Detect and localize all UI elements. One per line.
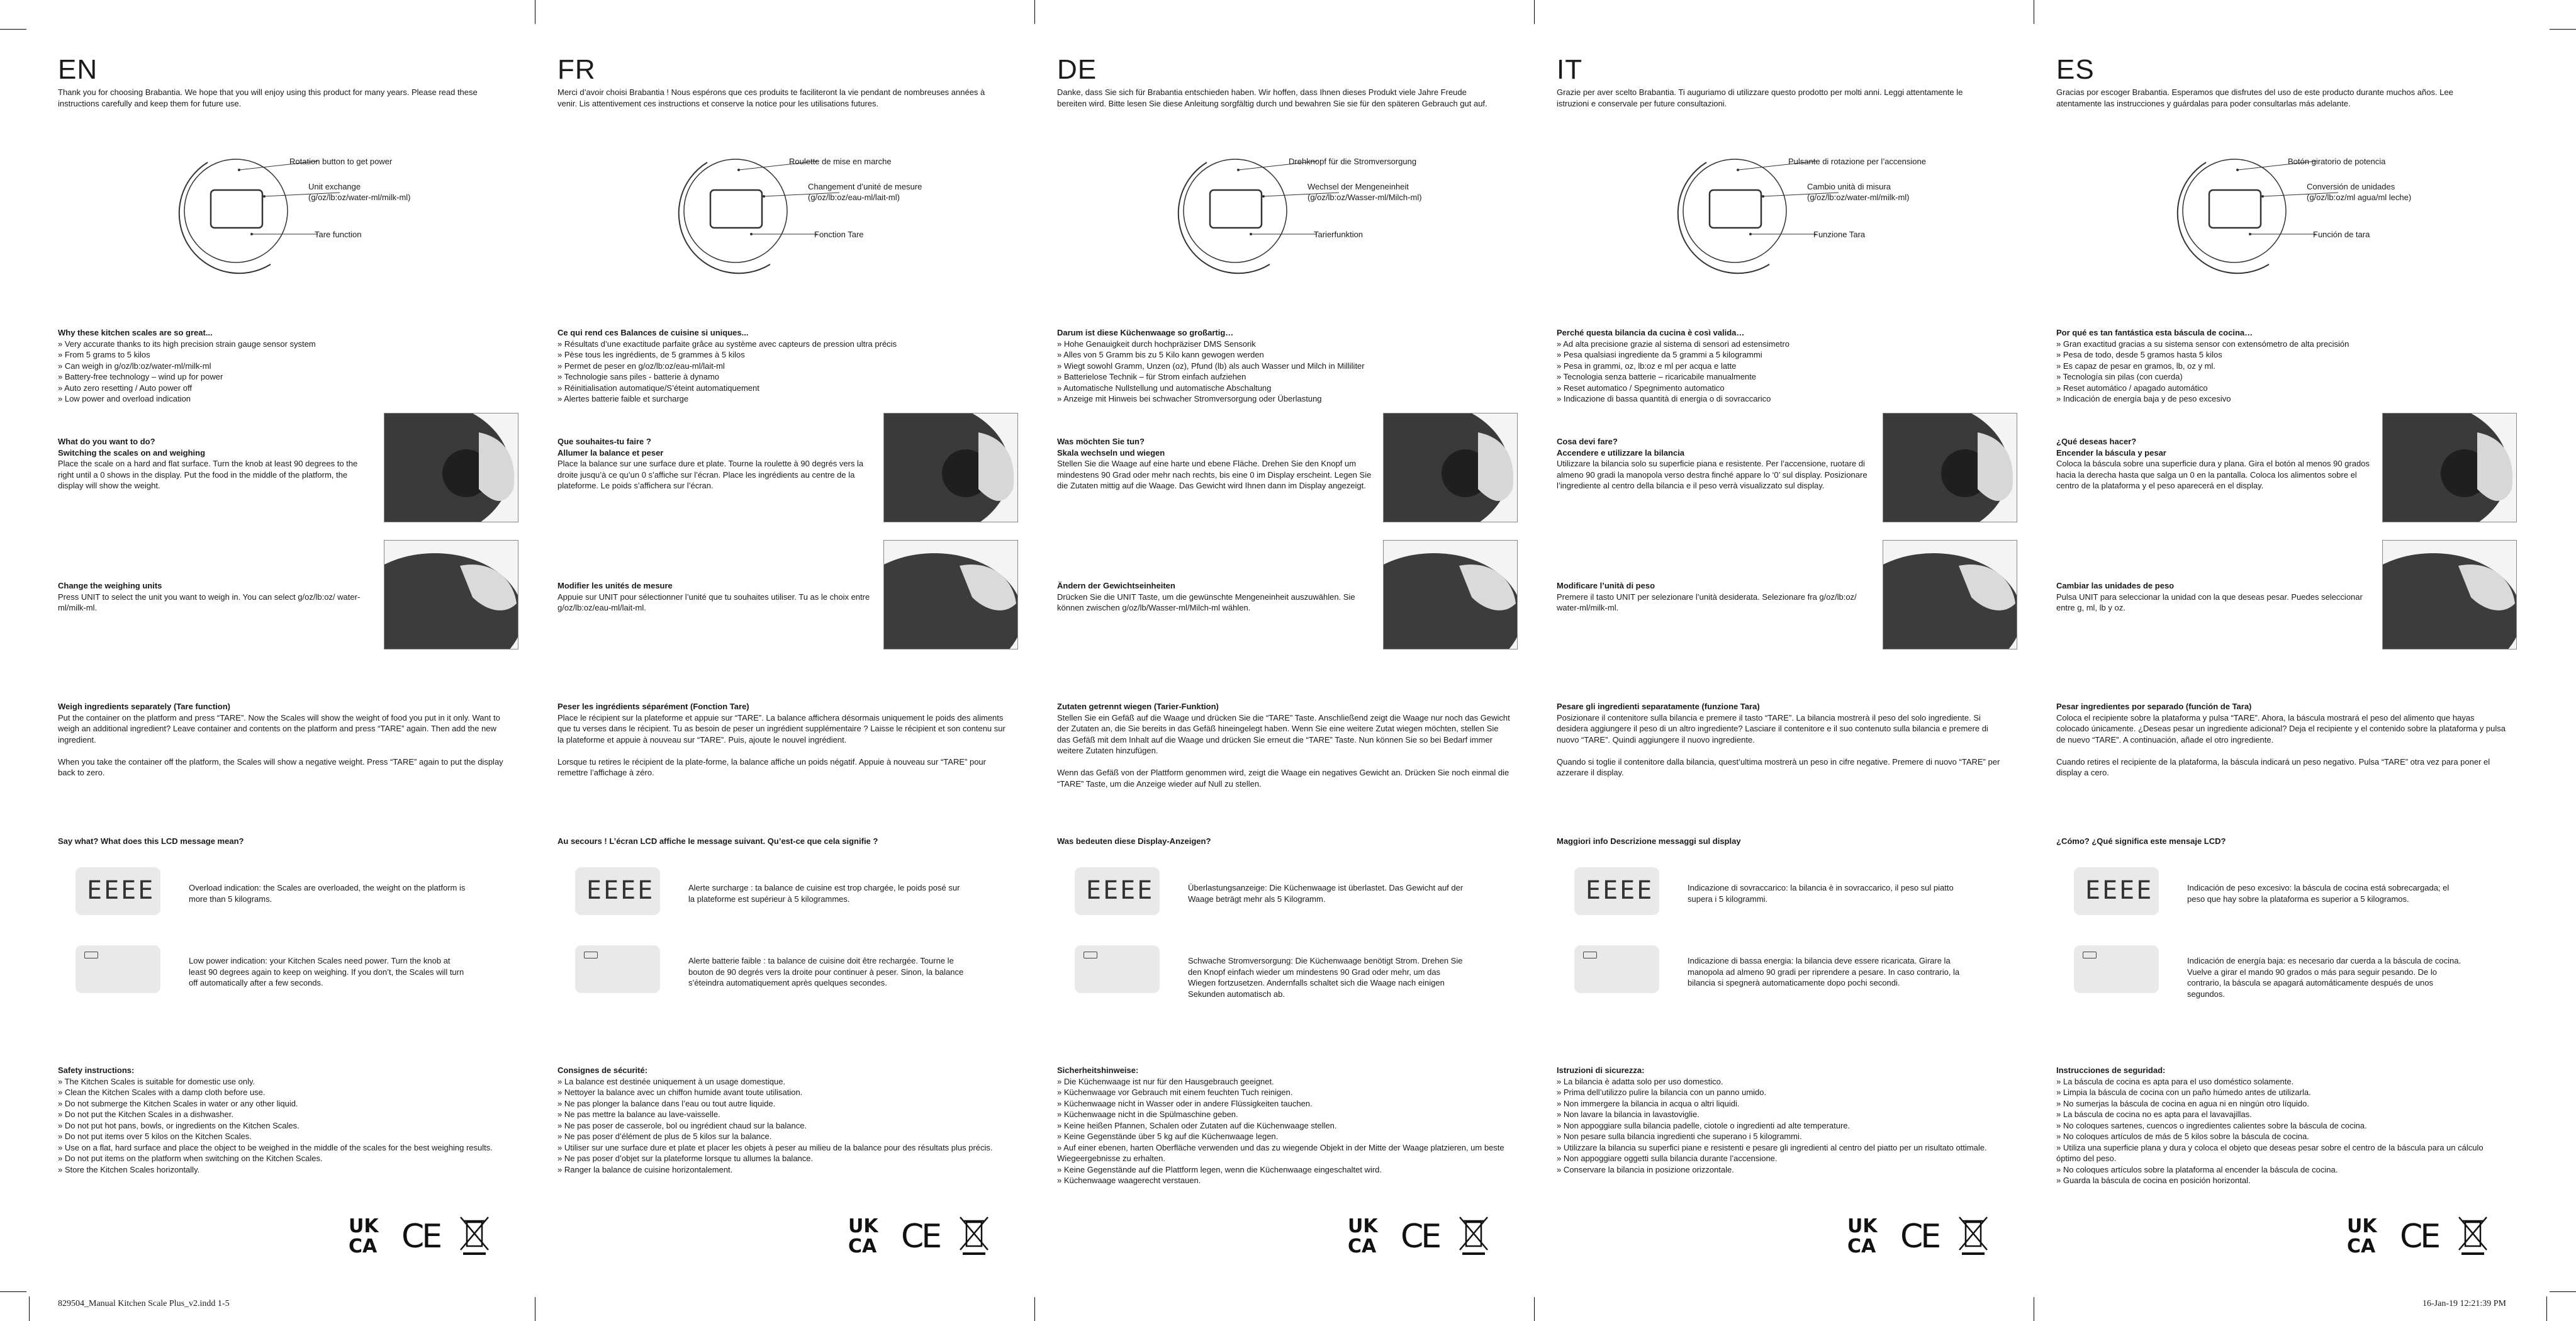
dial-diagram [0, 146, 515, 278]
list-item: » La balance est destinée uniquement à un usage domestique. [557, 1076, 786, 1086]
list-item: » Küchenwaage waagerecht verstauen. [1057, 1176, 1201, 1185]
features-heading: Perché questa bilancia da cucina è così valida… [1557, 328, 1745, 337]
safety-list [557, 1076, 1011, 1176]
hand-button-illustration [1384, 541, 1517, 649]
list-item: » Very accurate thanks to its high precision strain gauge sensor system [58, 339, 316, 349]
lcd-heading: ¿Cómo? ¿Qué significa este mensaje LCD? [2056, 836, 2226, 846]
photo-pressing-button [1383, 540, 1518, 649]
safety-section [1057, 1065, 1510, 1186]
change-units-text: Press UNIT to select the unit you want to weigh in. You can select g/oz/lb:oz/ water-ml/milk-ml. [58, 592, 361, 612]
lcd-overload-display [76, 867, 160, 915]
list-item: » Anzeige mit Hinweis bei schwacher Stromversorgung oder Überlastung [1057, 394, 1322, 403]
scale-diagram [0, 146, 515, 278]
lcd-low-power-text: Alerte batterie faible : ta balance de cuisine doit être rechargée. Tourne le bouton de 90 degrés vers la droite pour continuer à peser. Sinon, la balance s’éteindra automatiquement après quelques secondes. [688, 956, 964, 987]
list-item: » Non lavare la bilancia in lavastoviglie. [1557, 1110, 1700, 1119]
language-page [1998, 0, 2513, 1321]
fold-mark [1034, 1297, 1035, 1321]
switch-on-heading: Was möchten Sie tun? [1057, 437, 1145, 446]
features-section [2056, 327, 2509, 405]
crop-mark [0, 1291, 26, 1292]
list-item: » Ne pas poser de casserole, bol ou ingrédient chaud sur la balance. [557, 1120, 807, 1130]
features-list [557, 339, 1011, 405]
lcd-overload-symbol: EEEE [586, 876, 655, 905]
list-item: » Store the Kitchen Scales horizontally. [58, 1164, 200, 1174]
certification-marks [1846, 1213, 1991, 1257]
language-page [999, 0, 1514, 1321]
language-page [0, 0, 515, 1321]
list-item: » No coloques artículos sobre la plataforma al encender la báscula de cocina. [2056, 1164, 2338, 1174]
lcd-heading: Say what? What does this LCD message mean? [58, 836, 244, 846]
language-code: ES [2056, 54, 2095, 85]
tare-section [58, 701, 511, 779]
lcd-heading: Au secours ! L’écran LCD affiche le message suivant. Qu’est-ce que cela signifie ? [557, 836, 878, 846]
weee-bin-icon [2459, 1217, 2487, 1254]
list-item: » Pèse tous les ingrédients, de 5 grammes à 5 kilos [557, 350, 745, 359]
lcd-section [58, 836, 511, 847]
list-item: » Do not put the Kitchen Scales in a dishwasher. [58, 1110, 233, 1119]
list-item: » The Kitchen Scales is suitable for domestic use only. [58, 1076, 255, 1086]
lcd-low-power-display [76, 945, 160, 993]
lcd-overload-display [2074, 867, 2159, 915]
language-page [1499, 0, 2013, 1321]
lcd-low-power-text: Low power indication: your Kitchen Scales need power. Turn the knob at least 90 degrees again to keep on weighing. If you don’t, the Scales will turn off automatically after a few seconds. [189, 956, 464, 987]
safety-section [2056, 1065, 2509, 1186]
switch-on-section [58, 436, 372, 492]
list-item: » Technologie sans piles - batterie à dynamo [557, 372, 720, 381]
switch-on-subheading: Skala wechseln und wiegen [1057, 447, 1165, 458]
weee-bin-icon [1460, 1217, 1487, 1254]
battery-icon [2083, 952, 2097, 958]
list-item: » Utiliser sur une surface dure et plate et placer les objets à peser au milieu de la balance pour des résultats plus précis. [557, 1142, 993, 1152]
change-units-text: Appuie sur UNIT pour sélectionner l’unité que tu souhaites utiliser. Tu as le choix entre g/oz/lb:oz/eau-ml/lait-ml. [557, 592, 870, 612]
tare-section [1057, 701, 1510, 789]
change-units-heading: Cambiar las unidades de peso [2056, 581, 2175, 590]
list-item: » Hohe Genauigkeit durch hochpräziser DMS Sensorik [1057, 339, 1256, 349]
list-item: » Ne pas mettre la balance au lave-vaisselle. [557, 1110, 720, 1119]
tare-section [2056, 701, 2509, 779]
dial-label-power: Pulsante di rotazione per l’accensione [1788, 157, 1926, 166]
dial-label-tare: Tarierfunktion [1314, 230, 1364, 239]
hand-knob-illustration [2383, 413, 2516, 522]
list-item: » Automatische Nullstellung und automatische Abschaltung [1057, 383, 1272, 393]
list-item: » Reset automático / apagado automático [2056, 383, 2208, 393]
features-section [1557, 327, 2010, 405]
switch-on-subheading: Encender la báscula y pesar [2056, 447, 2166, 458]
lcd-low-power-text: Indicazione di bassa energia: la bilancia deve essere ricaricata. Girare la manopola ad almeno 90 gradi per riprendere a pesare. In caso contrario, la bilancia si spegnerà automaticamente dopo pochi secondi. [1688, 956, 1960, 987]
switch-on-text: Stellen Sie die Waage auf eine harte und ebene Fläche. Drehen Sie den Knopf um mindestens 90 Grad oder mehr nach rechts, bis eine 0 im Display erscheint. Legen Sie die Zutaten mittig auf die Waage. Das Gewicht wird Ihnen dann im Display angezeigt. [1057, 459, 1372, 490]
change-units-section [1557, 580, 1871, 614]
tare-text: Coloca el recipiente sobre la plataforma y pulsa “TARE”. Ahora, la báscula mostrará el peso del alimento que hayas colocado únicamente. ¿Deseas pesar un ingrediente adicional? Deja el recipiente y el contenido sobre la plataforma y pulsa de nuevo “TARE”. A continuación, añade el otro ingrediente. Cuando retires el recipiente de la plataforma, la báscula indicará un peso negativo. Pulsa “TARE” otra vez para poner el display a cero. [2056, 712, 2506, 777]
switch-on-subheading: Switching the scales on and weighing [58, 447, 206, 458]
ukca-ce-weee-marks [847, 1213, 992, 1257]
switch-on-subheading: Accendere e utilizzare la bilancia [1557, 447, 1685, 458]
crop-mark [2550, 29, 2576, 30]
weee-bin-icon [1959, 1217, 1987, 1254]
list-item: » Permet de peser en g/oz/lb:oz/eau-ml/lait-ml [557, 361, 725, 371]
fold-mark [1534, 0, 1535, 24]
list-item: » No coloques artículos de más de 5 kilos sobre la báscula de cocina. [2056, 1132, 2309, 1141]
tare-text: Stellen Sie ein Gefäß auf die Waage und drücken Sie die “TARE” Taste. Anschließend zeigt die Waage nur noch das Gewicht der Zutaten an, die Sie bereits in das Gefäß hineingelegt haben. Wenn Sie eine weitere Zutat wiegen möchten, stellen Sie das Gefäß mit dem Inhalt auf die Waage und drücken Sie erneut die “TARE” Taste. Nun können Sie so bei Bedarf immer weitere Zutaten hinzufügen. Wenn das Gefäß von der Plattform genommen wird, zeigt die Waage ein negatives Gewicht an. Drücken Sie noch einmal die “TARE” Taste, um die Anzeige wieder auf Null zu stellen. [1057, 712, 1510, 789]
lcd-overload-symbol: EEEE [2085, 876, 2154, 905]
ukca-mark-bottom: CA [1847, 1235, 1876, 1257]
features-heading: Darum ist diese Küchenwaage so großartig… [1057, 328, 1234, 337]
tare-text: Posizionare il contenitore sulla bilancia e premere il tasto “TARE”. La bilancia mostrerà il peso del solo ingrediente. Si desidera aggiungere il peso di un altro ingrediente? Lasciare il contenitore e il suo contenuto sulla bilancia e premere di nuovo “TARE”. Quindi aggiungere il nuovo ingrediente. Quando si toglie il contenitore dalla bilancia, quest’ultima mostrerà un peso in cifre negative. Premere di nuovo “TARE” per azzerare il display. [1557, 712, 2000, 777]
change-units-heading: Modifier les unités de mesure [557, 581, 673, 590]
list-item: » Non appoggiare oggetti sulla bilancia durante l’accensione. [1557, 1154, 1778, 1163]
lcd-heading: Maggiori info Descrizione messaggi sul display [1557, 836, 1741, 846]
ukca-mark-top: UK [848, 1215, 878, 1237]
list-item: » La báscula de cocina es apta para el uso doméstico solamente. [2056, 1076, 2294, 1086]
ukca-mark-top: UK [1847, 1215, 1878, 1237]
lcd-overload-display [1574, 867, 1659, 915]
battery-icon [584, 952, 598, 958]
list-item: » Réinitialisation automatique/S’éteint automatiquement [557, 383, 759, 393]
list-item: » Ad alta precisione grazie al sistema di sensori ad estensimetro [1557, 339, 1789, 349]
language-page [500, 0, 1014, 1321]
list-item: » Tecnología sin pilas (con cuerda) [2056, 372, 2183, 381]
certification-marks [1347, 1213, 1491, 1257]
fold-mark [1034, 0, 1035, 24]
tare-section [1557, 701, 2010, 779]
lcd-overload-display [575, 867, 660, 915]
list-item: » Utilizzare la bilancia su superfici piane e resistenti e pesare gli ingredienti al centro del piatto per un risultato ottimale. [1557, 1142, 1987, 1152]
safety-section [557, 1065, 1011, 1175]
ukca-ce-weee-marks [2346, 1213, 2490, 1257]
features-section [58, 327, 511, 405]
list-item: » Prima dell’utilizzo pulire la bilancia con un panno umido. [1557, 1088, 1767, 1097]
list-item: » Indicación de energía baja y de peso excesivo [2056, 394, 2231, 403]
list-item: » Keine heißen Pfannen, Schalen oder Zutaten auf die Küchenwaage stellen. [1057, 1120, 1337, 1130]
change-units-heading: Change the weighing units [58, 581, 162, 590]
hand-button-illustration [884, 541, 1017, 649]
lcd-overload-text: Indicación de peso excesivo: la báscula de cocina está sobrecargada; el peso que hay sobre la plataforma es superior a 5 kilogramos. [2187, 883, 2450, 904]
change-units-section [58, 580, 372, 614]
change-units-heading: Ändern der Gewichtseinheiten [1057, 581, 1175, 590]
ukca-ce-weee-marks [347, 1213, 492, 1257]
list-item: » Do not put hot pans, bowls, or ingredients on the Kitchen Scales. [58, 1120, 300, 1130]
list-item: » No sumerjas la báscula de cocina en agua ni en ningún otro líquido. [2056, 1098, 2309, 1108]
features-section [1057, 327, 1510, 405]
dial-label-unit: Cambio unità di misura (g/oz/lb:oz/water-ml/milk-ml) [1807, 182, 1910, 202]
lcd-low-power-text: Schwache Stromversorgung: Die Küchenwaage benötigt Strom. Drehen Sie den Knopf einfach wieder um mindestens 90 Grad oder mehr, um das Wiegen fortzusetzen. Andernfalls schaltet sich die Waage nach einigen Sekunden automatisch ab. [1188, 956, 1463, 999]
lcd-overload-display [1075, 867, 1160, 915]
dial-label-unit: Wechsel der Mengeneinheit (g/oz/lb:oz/Wasser-ml/Milch-ml) [1308, 182, 1422, 202]
list-item: » Auto zero resetting / Auto power off [58, 383, 192, 393]
list-item: » Ranger la balance de cuisine horizontalement. [557, 1164, 733, 1174]
dial-label-power: Drehknopf für die Stromversorgung [1289, 157, 1417, 166]
list-item: » Pesa in grammi, oz, lb:oz e ml per acqua e latte [1557, 361, 1737, 371]
hand-button-illustration [384, 541, 518, 649]
lcd-section [1057, 836, 1510, 847]
list-item: » Can weigh in g/oz/lb:oz/water-ml/milk-ml [58, 361, 211, 371]
tare-section [557, 701, 1011, 779]
features-list [1557, 339, 2010, 405]
lcd-low-power-text: Indicación de energía baja: es necesario dar cuerda a la báscula de cocina. Vuelve a girar el mando 90 grados o más para seguir pesando. De lo contrario, la báscula se apagará automáticamente después de unos segundos. [2187, 956, 2461, 999]
dial-label-unit: Changement d’unité de mesure (g/oz/lb:oz/eau-ml/lait-ml) [808, 182, 922, 202]
lcd-low-power-display [1574, 945, 1659, 993]
features-list [58, 339, 511, 405]
ukca-mark-bottom: CA [2347, 1235, 2376, 1257]
list-item: » Ne pas plonger la balance dans l’eau ou tout autre liquide. [557, 1098, 776, 1108]
list-item: » Clean the Kitchen Scales with a damp cloth before use. [58, 1088, 266, 1097]
safety-list [1557, 1076, 2010, 1176]
ukca-mark-bottom: CA [848, 1235, 877, 1257]
tare-heading: Peser les ingrédients séparément (Fonction Tare) [557, 702, 749, 711]
list-item: » Limpia la báscula de cocina con un paño húmedo antes de utilizarla. [2056, 1088, 2311, 1097]
list-item: » Guarda la báscula de cocina en posición horizontal. [2056, 1176, 2251, 1185]
dial-label-power: Botón giratorio de potencia [2288, 157, 2386, 166]
safety-heading: Safety instructions: [58, 1065, 135, 1075]
list-item: » Utiliza una superficie plana y dura y coloca el objeto que deseas pesar sobre el centro de la báscula para un cálculo óptimo del peso. [2056, 1142, 2484, 1163]
ce-mark: CE [901, 1218, 940, 1256]
lcd-overload-text: Überlastungsanzeige: Die Küchenwaage ist überlastet. Das Gewicht auf der Waage beträgt mehr als 5 Kilogramm. [1188, 883, 1464, 904]
lcd-overload-symbol: EEEE [1086, 876, 1155, 905]
safety-list [1057, 1076, 1510, 1186]
switch-on-section [1557, 436, 1871, 492]
switch-on-heading: Cosa devi fare? [1557, 437, 1618, 446]
hand-knob-illustration [884, 413, 1017, 522]
intro-text: Grazie per aver scelto Brabantia. Ti auguriamo di utilizzare questo prodotto per molti anni. Leggi attentamente le istruzioni e conservale per future consultazioni. [1557, 87, 1963, 108]
tare-heading: Weigh ingredients separately (Tare function) [58, 702, 231, 711]
features-heading: Why these kitchen scales are so great... [58, 328, 213, 337]
photo-pressing-button [384, 540, 518, 649]
lcd-section [557, 836, 1011, 847]
tare-heading: Pesar ingredientes por separado (función de Tara) [2056, 702, 2252, 711]
list-item: » La bilancia è adatta solo per uso domestico. [1557, 1076, 1723, 1086]
features-heading: Por qué es tan fantástica esta báscula de cocina… [2056, 328, 2253, 337]
language-code: FR [557, 54, 596, 85]
dial-label-tare: Función de tara [2313, 230, 2370, 239]
list-item: » Keine Gegenstände auf die Plattform legen, wenn die Küchenwaage eingeschaltet wird. [1057, 1164, 1382, 1174]
list-item: » Nettoyer la balance avec un chiffon humide avant toute utilisation. [557, 1088, 803, 1097]
tare-heading: Zutaten getrennt wiegen (Tarier-Funktion) [1057, 702, 1219, 711]
list-item: » Keine Gegenstände über 5 kg auf die Küchenwaage legen. [1057, 1132, 1279, 1141]
lcd-low-power-display [575, 945, 660, 993]
safety-list [2056, 1076, 2509, 1186]
dial-diagram [500, 146, 1014, 278]
intro-text: Danke, dass Sie sich für Brabantia entschieden haben. Wir hoffen, dass Ihnen dieses Produkt viele Jahre Freude bereiten wird. Bitte lesen Sie diese Anleitung sorgfältig durch und bewahren Sie sie für den späteren Gebrauch gut auf. [1057, 87, 1487, 108]
dial-label-tare: Tare function [315, 230, 362, 239]
lcd-section [2056, 836, 2509, 847]
list-item: » Reset automatico / Spegnimento automatico [1557, 383, 1725, 393]
switch-on-text: Place la balance sur une surface dure et plate. Tourne la roulette à 90 degrés vers la droite jusqu’à ce qu’un 0 s’affiche sur l’écran. Place les ingrédients au centre de la plateforme. Le poids s’affichera sur l’écran. [557, 459, 864, 490]
photo-turning-knob [883, 413, 1018, 522]
photo-pressing-button [883, 540, 1018, 649]
lcd-section [1557, 836, 2010, 847]
hand-button-illustration [2383, 541, 2516, 649]
lcd-overload-symbol: EEEE [1586, 876, 1654, 905]
footer-file: 829504_Manual Kitchen Scale Plus_v2.indd 1-5 [58, 1299, 230, 1308]
list-item: » Non appoggiare sulla bilancia padelle, ciotole o ingredienti ad alte temperature. [1557, 1120, 1851, 1130]
battery-icon [1084, 952, 1097, 958]
list-item: » Auf einer ebenen, harten Oberfläche verwenden und das zu wiegende Objekt in der Mitte der Waage platzieren, um beste Wiegeergebnisse zu erhalten. [1057, 1142, 1504, 1163]
language-code: DE [1057, 54, 1097, 85]
list-item: » Alles von 5 Gramm bis zu 5 Kilo kann gewogen werden [1057, 350, 1264, 359]
safety-section [1557, 1065, 2010, 1175]
hand-button-illustration [1883, 541, 2017, 649]
intro-text: Thank you for choosing Brabantia. We hope that you will enjoy using this product for many years. Please read these instructions carefully and keep them for future use. [58, 87, 478, 108]
change-units-section [557, 580, 872, 614]
change-units-section [2056, 580, 2371, 614]
scale-diagram [999, 146, 1514, 278]
list-item: » Batterielose Technik – für Strom einfach aufziehen [1057, 372, 1246, 381]
list-item: » Alertes batterie faible et surcharge [557, 394, 689, 403]
language-code: IT [1557, 54, 1583, 85]
switch-on-section [557, 436, 872, 492]
crop-mark [0, 29, 26, 30]
lcd-heading: Was bedeuten diese Display-Anzeigen? [1057, 836, 1211, 846]
scale-diagram [1499, 146, 2013, 278]
fold-mark [1534, 1297, 1535, 1321]
change-units-text: Pulsa UNIT para seleccionar la unidad con la que deseas pesar. Puedes seleccionar entre g, ml, lb y oz. [2056, 592, 2363, 612]
ukca-mark-top: UK [349, 1215, 379, 1237]
safety-section [58, 1065, 511, 1175]
list-item: » La báscula de cocina no es apta para el lavavajillas. [2056, 1110, 2252, 1119]
lcd-overload-symbol: EEEE [87, 876, 155, 905]
ce-mark: CE [1900, 1218, 1939, 1256]
dial-diagram [1499, 146, 2013, 278]
safety-heading: Sicherheitshinweise: [1057, 1065, 1139, 1075]
battery-icon [1583, 952, 1597, 958]
dial-label-unit: Unit exchange (g/oz/lb:oz/water-ml/milk-ml) [308, 182, 411, 202]
list-item: » Do not put items on the platform when switching on the Kitchen Scales. [58, 1154, 323, 1163]
list-item: » Résultats d’une exactitude parfaite grâce au système avec capteurs de pression ultra précis [557, 339, 897, 349]
photo-pressing-button [2382, 540, 2517, 649]
switch-on-heading: What do you want to do? [58, 437, 155, 446]
switch-on-heading: Que souhaites-tu faire ? [557, 437, 651, 446]
intro-text: Gracias por escoger Brabantia. Esperamos que disfrutes del uso de este producto durante muchos años. Lee atentamente las instrucciones y guárdalas para poder consultarlas más adelante. [2056, 87, 2453, 108]
hand-knob-illustration [1384, 413, 1517, 522]
switch-on-section [2056, 436, 2371, 492]
features-heading: Ce qui rend ces Balances de cuisine si uniques... [557, 328, 749, 337]
intro-text: Merci d’avoir choisi Brabantia ! Nous espérons que ces produits te faciliteront la vie pendant de nombreuses années à venir. Lis attentivement ces instructions et conserve la notice pour les utilisations futures. [557, 87, 985, 108]
list-item: » Non immergere la bilancia in acqua o altri liquidi. [1557, 1098, 1740, 1108]
list-item: » Ne pas poser d’élément de plus de 5 kilos sur la balance. [557, 1132, 772, 1141]
lcd-overload-text: Overload indication: the Scales are overloaded, the weight on the platform is more than 5 kilograms. [189, 883, 466, 904]
photo-pressing-button [1883, 540, 2017, 649]
crop-mark [2550, 1291, 2576, 1292]
weee-bin-icon [960, 1217, 988, 1254]
certification-marks [847, 1213, 992, 1257]
certification-marks [2346, 1213, 2490, 1257]
list-item: » No coloques sartenes, cuencos o ingredientes calientes sobre la báscula de cocina. [2056, 1120, 2367, 1130]
list-item: » Wiegt sowohl Gramm, Unzen (oz), Pfund (lb) als auch Wasser und Milch in Milliliter [1057, 361, 1365, 371]
certification-marks [347, 1213, 492, 1257]
footer-date: 16-Jan-19 12:21:39 PM [2422, 1299, 2506, 1308]
ukca-mark-bottom: CA [1348, 1235, 1377, 1257]
features-list [2056, 339, 2509, 405]
photo-turning-knob [1383, 413, 1518, 522]
list-item: » Ne pas poser d’objet sur la plateforme lorsque tu allumes la balance. [557, 1154, 814, 1163]
list-item: » Küchenwaage nicht in die Spülmaschine geben. [1057, 1110, 1238, 1119]
list-item: » Die Küchenwaage ist nur für den Hausgebrauch geeignet. [1057, 1076, 1274, 1086]
change-units-text: Drücken Sie die UNIT Taste, um die gewünschte Mengeneinheit auszuwählen. Sie können zwischen g/oz/lb/Wasser-ml/Milch-ml wählen. [1057, 592, 1355, 612]
tare-text: Place le récipient sur la plateforme et appuie sur “TARE”. La balance affichera désormais uniquement le poids des aliments que tu verses dans le récipient. Tu as besoin de peser un ingrédient supplémentaire ? Laisse le récipient et son contenu sur la plateforme et appuie à nouveau sur “TARE”. Puis, ajoute le nouvel ingrédient. Lorsque tu retires le récipient de la plate-forme, la balance affiche un poids négatif. Appuie à nouveau sur “TARE” pour remettre l’affichage à zéro. [557, 712, 1005, 777]
dial-label-power: Rotation button to get power [289, 157, 393, 166]
photo-turning-knob [1883, 413, 2017, 522]
list-item: » Indicazione di bassa quantità di energia o di sovraccarico [1557, 394, 1771, 403]
tare-heading: Pesare gli ingredienti separatamente (funzione Tara) [1557, 702, 1760, 711]
list-item: » Do not put items over 5 kilos on the Kitchen Scales. [58, 1132, 252, 1141]
ukca-mark-top: UK [2347, 1215, 2377, 1237]
list-item: » Conservare la bilancia in posizione orizzontale. [1557, 1164, 1734, 1174]
lcd-overload-text: Alerte surcharge : ta balance de cuisine est trop chargée, le poids posé sur la plateforme est supérieur à 5 kilogrammes. [688, 883, 960, 904]
photo-turning-knob [2382, 413, 2517, 522]
weee-bin-icon [461, 1217, 488, 1254]
switch-on-subheading: Allumer la balance et peser [557, 447, 664, 458]
battery-icon [84, 952, 98, 958]
crop-mark [2546, 1296, 2547, 1321]
dial-label-tare: Fonction Tare [814, 230, 864, 239]
switch-on-text: Place the scale on a hard and flat surface. Turn the knob at least 90 degrees to the right until a 0 shows in the display. Put the food in the middle of the platform, the display will show the weight. [58, 459, 358, 490]
scale-diagram [500, 146, 1014, 278]
scale-diagram [1998, 146, 2513, 278]
ukca-ce-weee-marks [1347, 1213, 1491, 1257]
lcd-low-power-display [2074, 945, 2159, 993]
safety-heading: Instrucciones de seguridad: [2056, 1065, 2166, 1075]
ukca-mark-bottom: CA [349, 1235, 378, 1257]
change-units-section [1057, 580, 1372, 614]
list-item: » Gran exactitud gracias a su sistema sensor con extensómetro de alta precisión [2056, 339, 2349, 349]
tare-text: Put the container on the platform and press “TARE”. Now the Scales will show the weight of food you put in it only. Want to weigh an additional ingredient? Leave container and contents on the platform and press “TARE” again. Then add the new ingredient. When you take the container off the platform, the Scales will show a negative weight. Press “TARE” again to put the display back to zero. [58, 712, 503, 777]
list-item: » Es capaz de pesar en gramos, lb, oz y ml. [2056, 361, 2215, 371]
switch-on-section [1057, 436, 1372, 492]
ukca-ce-weee-marks [1846, 1213, 1991, 1257]
switch-on-text: Coloca la báscula sobre una superficie dura y plana. Gira el botón al menos 90 grados hacia la derecha hasta que salga un 0 en la pantalla. Coloca los alimentos sobre el centro de la plataforma y el peso aparecerá en el display. [2056, 459, 2370, 490]
list-item: » Küchenwaage vor Gebrauch mit einem feuchten Tuch reinigen. [1057, 1088, 1293, 1097]
list-item: » Do not submerge the Kitchen Scales in water or any other liquid. [58, 1098, 298, 1108]
switch-on-heading: ¿Qué deseas hacer? [2056, 437, 2137, 446]
lcd-overload-text: Indicazione di sovraccarico: la bilancia è in sovraccarico, il peso sul piatto supera i 5 kilogrammi. [1688, 883, 1954, 904]
list-item: » Pesa de todo, desde 5 gramos hasta 5 kilos [2056, 350, 2222, 359]
safety-heading: Istruzioni di sicurezza: [1557, 1065, 1645, 1075]
dial-label-power: Roulette de mise en marche [789, 157, 892, 166]
ce-mark: CE [1401, 1218, 1440, 1256]
ukca-mark-top: UK [1348, 1215, 1378, 1237]
dial-label-unit: Conversión de unidades (g/oz/lb:oz/ml agua/ml leche) [2307, 182, 2412, 202]
safety-list [58, 1076, 511, 1176]
change-units-text: Premere il tasto UNIT per selezionare l’unità desiderata. Selezionare fra g/oz/lb:oz/ water-ml/milk-ml. [1557, 592, 1857, 612]
dial-diagram [999, 146, 1514, 278]
lcd-low-power-display [1075, 945, 1160, 993]
dial-label-tare: Funzione Tara [1813, 230, 1866, 239]
list-item: » Non pesare sulla bilancia ingredienti che superano i 5 kilogrammi. [1557, 1132, 1802, 1141]
dial-diagram [1998, 146, 2513, 278]
list-item: » Battery-free technology – wind up for power [58, 372, 223, 381]
hand-knob-illustration [384, 413, 518, 522]
list-item: » Tecnologia senza batterie – ricaricabile manualmente [1557, 372, 1757, 381]
list-item: » Pesa qualsiasi ingrediente da 5 grammi a 5 kilogrammi [1557, 350, 1762, 359]
photo-turning-knob [384, 413, 518, 522]
language-code: EN [58, 54, 98, 85]
list-item: » Low power and overload indication [58, 394, 191, 403]
features-list [1057, 339, 1510, 405]
switch-on-text: Utilizzare la bilancia solo su superficie piana e resistente. Per l’accensione, ruotare di almeno 90 gradi la manopola verso destra finché appare lo ‘0’ sul display. Posizionare l’ingrediente al centro della bilancia e il peso verrà visualizzato sul display. [1557, 459, 1868, 490]
list-item: » From 5 grams to 5 kilos [58, 350, 150, 359]
safety-heading: Consignes de sécurité: [557, 1065, 648, 1075]
crop-mark [29, 1296, 30, 1321]
ce-mark: CE [401, 1218, 440, 1256]
ce-mark: CE [2400, 1218, 2439, 1256]
list-item: » Use on a flat, hard surface and place the object to be weighed in the middle of the scales for the best weighing results. [58, 1142, 493, 1152]
hand-knob-illustration [1883, 413, 2017, 522]
change-units-heading: Modificare l’unità di peso [1557, 581, 1655, 590]
list-item: » Küchenwaage nicht in Wasser oder in andere Flüssigkeiten tauchen. [1057, 1098, 1313, 1108]
features-section [557, 327, 1011, 405]
